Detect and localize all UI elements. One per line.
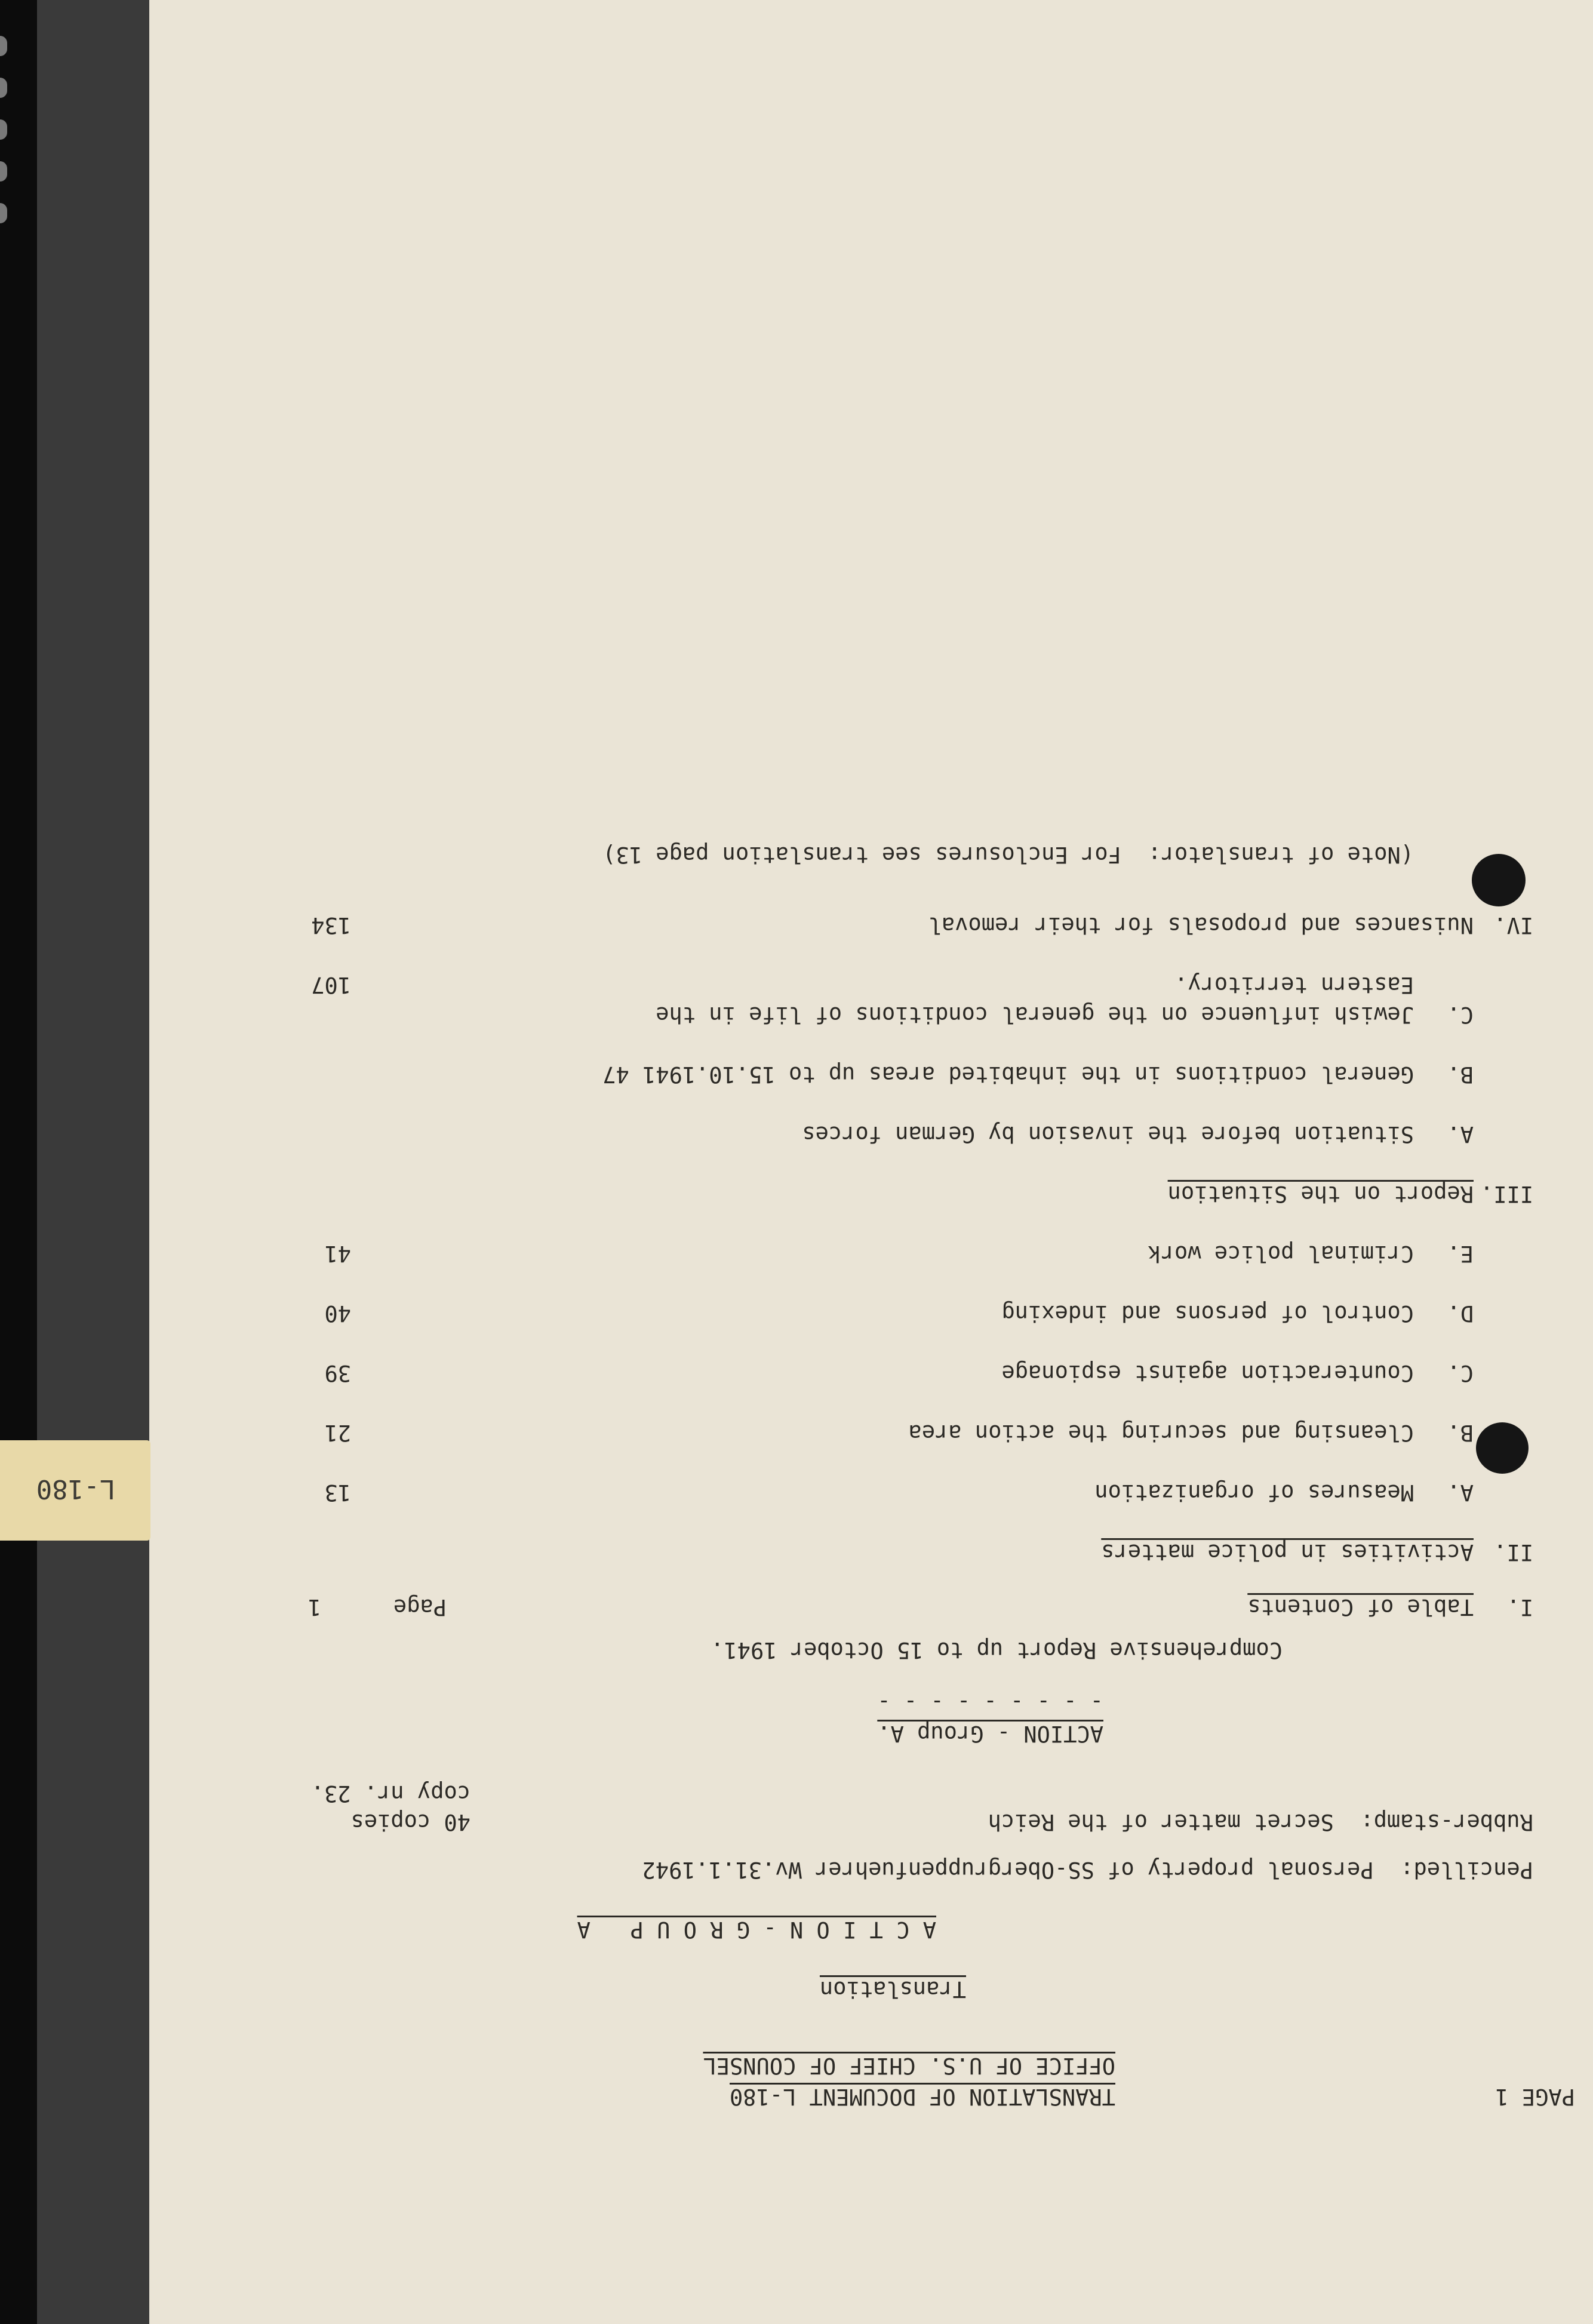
- toc-num: C.: [1447, 1002, 1474, 1028]
- report-title: Comprehensive Report up to 15 October 1941.: [711, 1637, 1283, 1663]
- page-content-upside-down: [149, 0, 1593, 2324]
- toc-page: 39: [324, 1360, 351, 1386]
- toc-num: IV.: [1493, 912, 1533, 938]
- toc-num: I.: [1506, 1594, 1533, 1620]
- toc-title: Report on the Situation: [1167, 1181, 1474, 1207]
- toc-num: B.: [1447, 1062, 1474, 1087]
- toc-title: Jewish influence on the general conditions of life in the: [656, 1002, 1414, 1028]
- binder-hole: [0, 203, 7, 223]
- toc-title: Counteraction against espionage: [1001, 1360, 1414, 1386]
- copies-count: 40 copies: [350, 1809, 470, 1835]
- rubber-stamp-line: Rubber-stamp: Secret matter of the Reich: [988, 1809, 1533, 1835]
- page-label: PAGE 1: [1495, 2084, 1575, 2110]
- action-group-heading: ACTION - Group A.: [877, 1721, 1103, 1747]
- toc-title: Nuisances and proposals for their removal: [928, 912, 1474, 938]
- toc-title: Control of persons and indexing: [1001, 1301, 1414, 1326]
- toc-num: D.: [1447, 1301, 1474, 1326]
- binder-hole: [0, 36, 7, 56]
- toc-num: E.: [1447, 1241, 1474, 1266]
- header-line-1: TRANSLATION OF DOCUMENT L-180: [729, 2084, 1115, 2110]
- toc-num: A.: [1447, 1480, 1474, 1505]
- binder-hole: [0, 119, 7, 140]
- binder-hole: [0, 78, 7, 98]
- toc-title-continued: Eastern territory.: [1174, 972, 1414, 998]
- header-line-2: OFFICE OF U.S. CHIEF OF COUNSEL: [703, 2053, 1115, 2079]
- toc-title: Measures of organization: [1094, 1480, 1414, 1505]
- heading-dashes: - - - - - - - - -: [877, 1690, 1103, 1716]
- toc-page: 21: [324, 1420, 351, 1446]
- translator-note: (Note of translator: For Enclosures see translation page 13): [602, 842, 1414, 868]
- binder-hole: [0, 161, 7, 182]
- toc-page: 134: [311, 912, 351, 938]
- toc-page: 41: [324, 1241, 351, 1266]
- toc-num: B.: [1447, 1420, 1474, 1446]
- toc-num: C.: [1447, 1360, 1474, 1386]
- toc-title: General conditions in the inhabited areas up to 15.10.1941 47: [602, 1062, 1414, 1087]
- copy-number: copy nr. 23.: [310, 1781, 470, 1806]
- toc-num: III.: [1480, 1181, 1533, 1207]
- punch-hole: [1476, 1422, 1529, 1474]
- action-group-title: A C T I O N - G R O U P A: [577, 1917, 936, 1942]
- toc-page-label: Page: [393, 1594, 447, 1620]
- pencilled-line: Pencilled: Personal property of SS-Obergruppenfuehrer Wv.31.1.1942: [642, 1857, 1533, 1883]
- binder-strip: [0, 0, 37, 2324]
- toc-title: Situation before the invasion by German forces: [802, 1121, 1414, 1147]
- document-tab-label: L-180: [36, 1474, 116, 1504]
- toc-num: II.: [1493, 1539, 1533, 1565]
- toc-title: Criminal police work: [1148, 1241, 1414, 1266]
- toc-num: A.: [1447, 1121, 1474, 1147]
- document-page: [149, 0, 1593, 2324]
- toc-page: 107: [311, 972, 351, 998]
- document-tab: [0, 1440, 150, 1541]
- toc-page: 40: [324, 1301, 351, 1326]
- translation-label: Translation: [819, 1976, 966, 2002]
- toc-title: Cleansing and securing the action area: [908, 1420, 1414, 1446]
- toc-page: 1: [307, 1594, 321, 1620]
- toc-page: 13: [324, 1480, 351, 1505]
- binder-edge: [0, 0, 149, 2324]
- toc-title: Activities in police matters: [1101, 1539, 1474, 1565]
- toc-title: Table of Contents: [1247, 1594, 1474, 1620]
- punch-hole: [1472, 854, 1526, 906]
